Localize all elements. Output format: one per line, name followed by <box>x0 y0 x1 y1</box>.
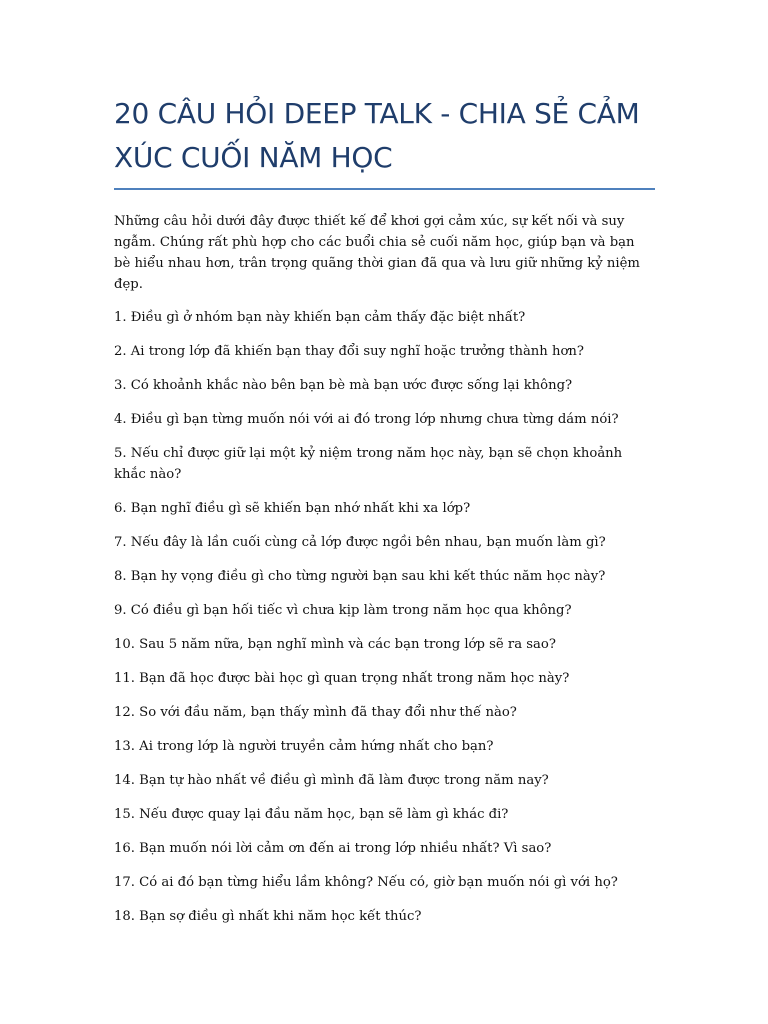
question-item: 11. Bạn đã học được bài học gì quan trọng nhất trong năm học này? <box>114 671 570 686</box>
question-list <box>114 307 654 927</box>
document-title: 20 CÂU HỎI DEEP TALK - CHIA SẺ CẢM XÚC CUỐI NĂM HỌC <box>114 97 640 174</box>
document-page <box>114 92 654 940</box>
question-item: 9. Có điều gì bạn hối tiếc vì chưa kịp làm trong năm học qua không? <box>114 603 572 618</box>
question-item: 14. Bạn tự hào nhất về điều gì mình đã làm được trong năm nay? <box>114 773 549 788</box>
title-divider <box>114 188 655 190</box>
question-item: 15. Nếu được quay lại đầu năm học, bạn sẽ làm gì khác đi? <box>114 807 509 822</box>
question-item: 3. Có khoảnh khắc nào bên bạn bè mà bạn ước được sống lại không? <box>114 378 573 393</box>
question-item: 16. Bạn muốn nói lời cảm ơn đến ai trong lớp nhiều nhất? Vì sao? <box>114 841 552 856</box>
question-item: 7. Nếu đây là lần cuối cùng cả lớp được ngồi bên nhau, bạn muốn làm gì? <box>114 535 606 550</box>
question-item: 13. Ai trong lớp là người truyền cảm hứng nhất cho bạn? <box>114 739 494 754</box>
question-item: 17. Có ai đó bạn từng hiểu lầm không? Nếu có, giờ bạn muốn nói gì với họ? <box>114 875 618 890</box>
question-item: 10. Sau 5 năm nữa, bạn nghĩ mình và các bạn trong lớp sẽ ra sao? <box>114 637 556 652</box>
intro-paragraph: Những câu hỏi dưới đây được thiết kế để khơi gợi cảm xúc, sự kết nối và suy ngẫm. Chúng rất phù hợp cho các buổi chia sẻ cuối năm học, giúp bạn và bạn bè hiểu nhau hơn, trân trọng quãng thời gian đã qua và lưu giữ những kỷ niệm đẹp. <box>114 214 640 292</box>
question-item: 4. Điều gì bạn từng muốn nói với ai đó trong lớp nhưng chưa từng dám nói? <box>114 412 619 427</box>
question-item: 2. Ai trong lớp đã khiến bạn thay đổi suy nghĩ hoặc trưởng thành hơn? <box>114 344 584 359</box>
question-item: 6. Bạn nghĩ điều gì sẽ khiến bạn nhớ nhất khi xa lớp? <box>114 501 471 516</box>
question-item: 8. Bạn hy vọng điều gì cho từng người bạn sau khi kết thúc năm học này? <box>114 569 606 584</box>
question-item: 5. Nếu chỉ được giữ lại một kỷ niệm trong năm học này, bạn sẽ chọn khoảnh khắc nào? <box>114 446 623 482</box>
question-item: 1. Điều gì ở nhóm bạn này khiến bạn cảm thấy đặc biệt nhất? <box>114 310 526 325</box>
question-item: 12. So với đầu năm, bạn thấy mình đã thay đổi như thế nào? <box>114 705 517 720</box>
question-item: 18. Bạn sợ điều gì nhất khi năm học kết thúc? <box>114 909 422 924</box>
